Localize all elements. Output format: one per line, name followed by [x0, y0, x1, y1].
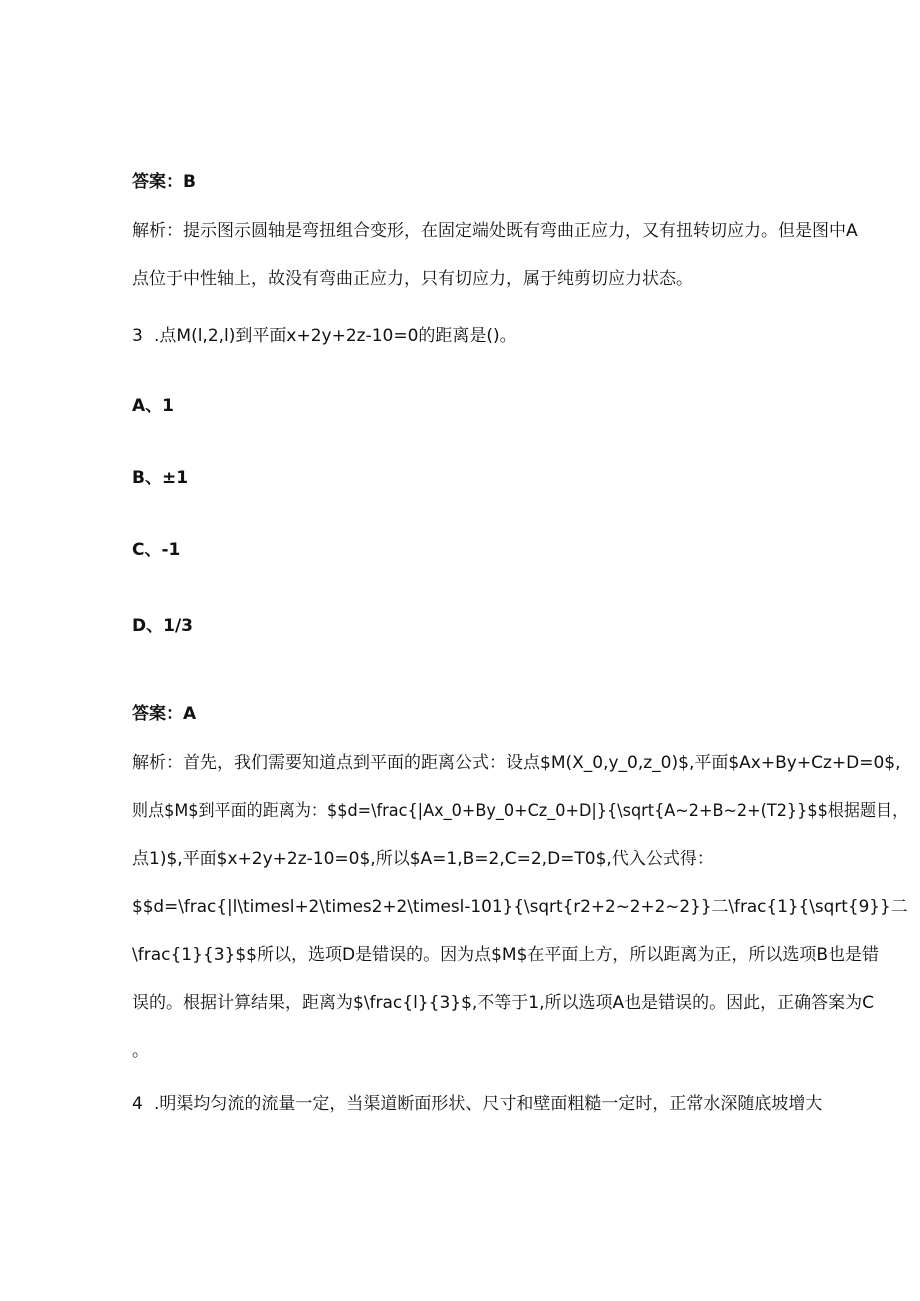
analysis-q3-line-2: 则点$M$到平面的距离为：$$d=\frac{|Ax_0+By_0+Cz_0+D|}{\sqrt{A~2+B~2+(T2}}$$根据题目， — [132, 801, 909, 821]
analysis-q3-line-7: 。 — [132, 1041, 149, 1061]
question-4 — [132, 1094, 822, 1114]
analysis-q3-line-1: 解析：首先，我们需要知道点到平面的距离公式：设点$M(X_0,y_0,z_0)$,平面$Ax+By+Cz+D=0$, — [132, 753, 901, 773]
analysis-q2-line-2: 点位于中性轴上，故没有弯曲正应力，只有切应力，属于纯剪切应力状态。 — [132, 269, 693, 289]
analysis-q2-line-1: 解析：提示图示圆轴是弯扭组合变形，在固定端处既有弯曲正应力，又有扭转切应力。但是图中A — [132, 221, 858, 241]
option-d: D、1/3 — [132, 616, 193, 636]
analysis-q3-line-5: \frac{1}{3}$$所以，选项D是错误的。因为点$M$在平面上方，所以距离为正，所以选项B也是错 — [132, 945, 880, 965]
analysis-q3-line-3: 点1)$,平面$x+2y+2z-10=0$,所以$A=1,B=2,C=2,D=T0$,代入公式得： — [132, 849, 714, 869]
answer-q2: 答案：B — [132, 172, 196, 192]
analysis-q3-line-4: $$d=\frac{|l\timesl+2\times2+2\timesl-101}{\sqrt{r2+2~2+2~2}}二\frac{1}{\sqrt{9}}二 — [132, 897, 908, 917]
question-3 — [132, 326, 517, 346]
question-3-number: 3 — [132, 326, 143, 346]
option-a: A、1 — [132, 396, 174, 416]
question-4-number: 4 — [132, 1094, 143, 1114]
analysis-q3-line-6: 误的。根据计算结果，距离为$\frac{l}{3}$,不等于1,所以选项A也是错误的。因此，正确答案为C — [132, 993, 875, 1013]
answer-q3: 答案：A — [132, 704, 197, 724]
question-4-text: .明渠均匀流的流量一定，当渠道断面形状、尺寸和壁面粗糙一定时，正常水深随底坡增大 — [154, 1094, 823, 1114]
option-b: B、±1 — [132, 468, 189, 488]
question-3-text: .点M(l,2,l)到平面x+2y+2z-10=0的距离是()。 — [154, 326, 517, 346]
option-c: C、-1 — [132, 540, 181, 560]
